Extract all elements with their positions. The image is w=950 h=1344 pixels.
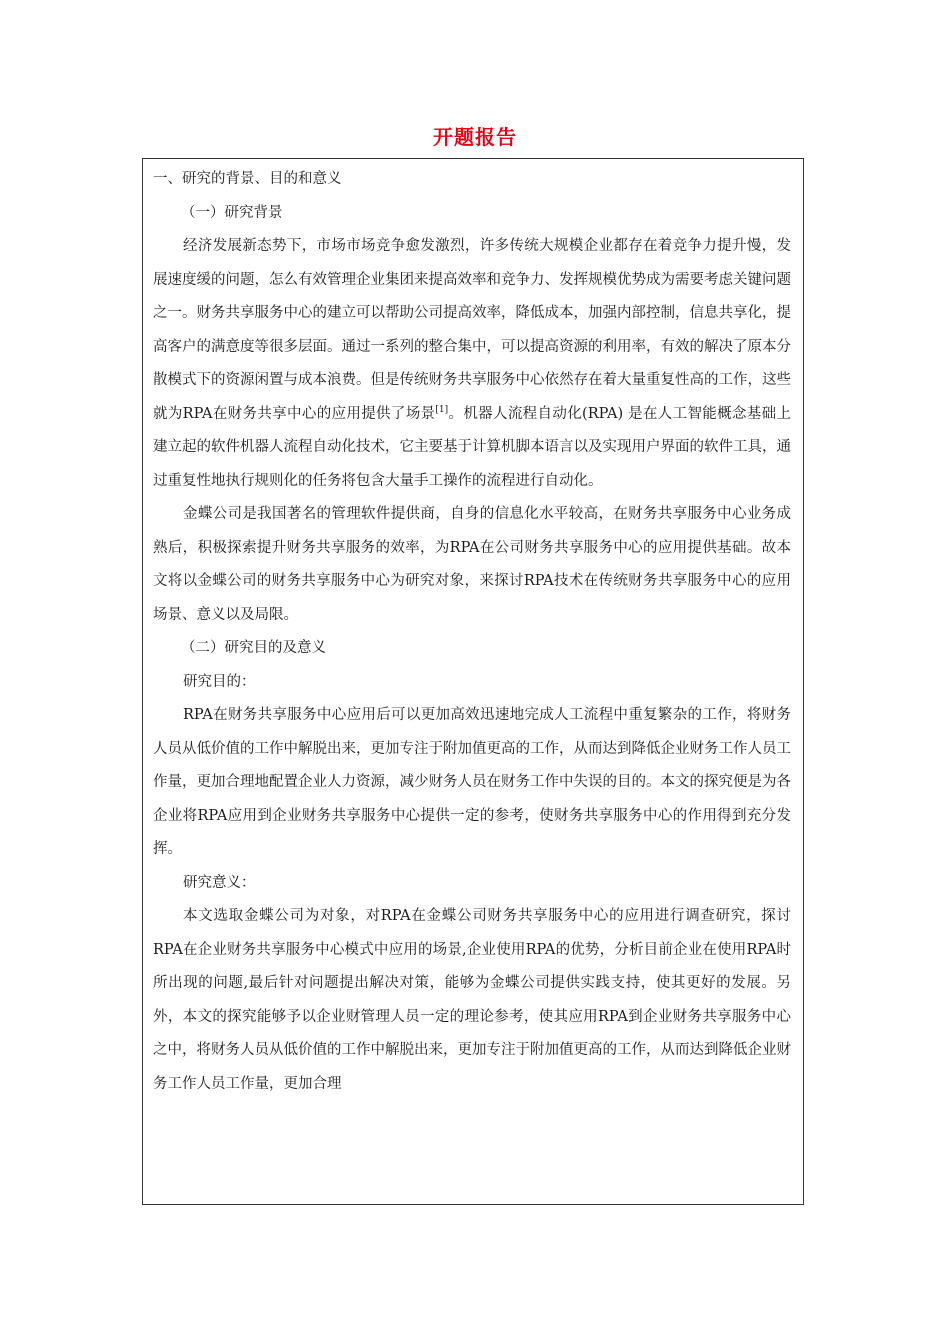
purpose-paragraph: RPA在财务共享服务中心应用后可以更加高效迅速地完成人工流程中重复繁杂的工作，将财务人员从低价值的工作中解脱出来，更加专注于附加值更高的工作，从而达到降低企业财务工作人员工作量，更加合理地配置企业人力资源，减少财务人员在财务工作中失误的目的。本文的探究便是为各企业将RPA应用到企业财务共享服务中心提供一定的参考，使财务共享服务中心的作用得到充分发挥。 bbox=[153, 707, 791, 857]
background-paragraph-1 bbox=[153, 230, 791, 498]
subsection-heading-purpose: （二）研究目的及意义 bbox=[181, 640, 326, 656]
section-heading: 一、研究的背景、目的和意义 bbox=[153, 171, 342, 187]
background-paragraph-1-text: 经济发展新态势下，市场市场竞争愈发激烈，许多传统大规模企业都存在着竞争力提升慢，发展速度缓的问题，怎么有效管理企业集团来提高效率和竞争力、发挥规模优势成为需要考虑关键问题之一。财务共享服务中心的建立可以帮助公司提高效率，降低成本，加强内部控制，信息共享化，提高客户的满意度等很多层面。通过一系列的整合集中，可以提高资源的利用率，有效的解决了原本分散模式下的资源闲置与成本浪费。但是传统财务共享服务中心依然存在着大量重复性高的工作，这些就为RPA在财务共享中心的应用提供了场景 bbox=[153, 238, 791, 422]
background-paragraph-1-continued: 。机器人流程自动化(RPA) 是在人工智能概念基础上建立起的软件机器人流程自动化技术，它主要基于计算机脚本语言以及实现用户界面的软件工具，通过重复性地执行规则化的任务将包含大量手工操作的流程进行自动化。 bbox=[153, 405, 791, 489]
significance-paragraph: 本文选取金蝶公司为对象，对RPA在金蝶公司财务共享服务中心的应用进行调查研究，探讨RPA在企业财务共享服务中心模式中应用的场景,企业使用RPA的优势，分析目前企业在使用RPA时所出现的问题,最后针对问题提出解决对策，能够为金蝶公司提供实践支持，使其更好的发展。另外，本文的探究能够予以企业财管理人员一定的理论参考，使其应用RPA到企业财务共享服务中心之中，将财务人员从低价值的工作中解脱出来，更加专注于附加值更高的工作，从而达到降低企业财务工作人员工作量，更加合理 bbox=[153, 908, 791, 1092]
background-paragraph-2: 金蝶公司是我国著名的管理软件提供商，自身的信息化水平较高，在财务共享服务中心业务成熟后，积极探索提升财务共享服务的效率，为RPA在公司财务共享服务中心的应用提供基础。故本文将以金蝶公司的财务共享服务中心为研究对象，来探讨RPA技术在传统财务共享服务中心的应用场景、意义以及局限。 bbox=[153, 506, 791, 623]
purpose-label: 研究目的： bbox=[183, 673, 256, 690]
citation-ref: [1] bbox=[435, 404, 449, 415]
report-table-cell bbox=[142, 158, 804, 1205]
page-title: 开题报告 bbox=[433, 125, 517, 149]
subsection-heading-background: （一）研究背景 bbox=[181, 204, 283, 221]
significance-label: 研究意义： bbox=[183, 874, 256, 891]
